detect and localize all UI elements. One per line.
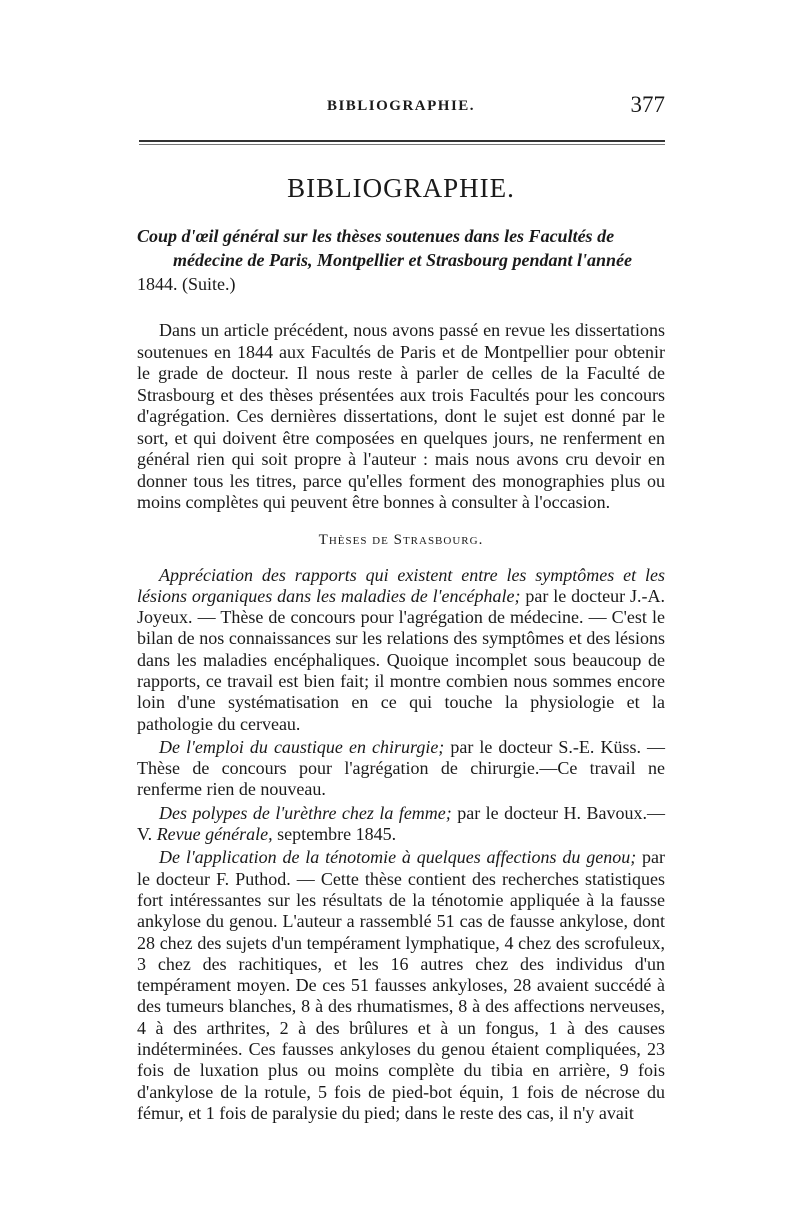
thesis-text: par le docteur S.-E. Küss. — Thèse de concours pour l'agrégation de chirurgie.—Ce travail ne renferme rien de nouveau. bbox=[137, 736, 665, 800]
article-suite: (Suite.) bbox=[182, 274, 236, 294]
journal-reference: Revue générale, bbox=[156, 824, 273, 845]
thesis-title: De l'application de la ténotomie à quelques affections du genou; bbox=[159, 847, 637, 868]
thesis-title: Appréciation des rapports qui existent entre les symptômes et les lésions organiques dans les maladies de l'encéphale; bbox=[137, 564, 665, 606]
thesis-text: par le docteur J.-A. Joyeux. — Thèse de concours pour l'agrégation de médecine. — C'est le bilan de nos connaissances sur les relations des symptômes et des lésions dans les maladies encéphaliques. Quoique incomplet sous beaucoup de rapports, ce travail est bien fait; il montre combien nous sommes encore loin d'une systématisation en ce qui touche la physiologie et la pathologie du cerveau. bbox=[137, 585, 665, 734]
page-number: 377 bbox=[630, 92, 665, 117]
thesis-title: Des polypes de l'urèthre chez la femme; bbox=[159, 802, 452, 823]
thesis-entry bbox=[137, 803, 665, 846]
thesis-text: par le docteur F. Puthod. — Cette thèse contient des recherches statistiques fort intéressantes sur les résultats de la ténotomie appliquée à la fausse ankylose du genou. L'auteur a rassemblé 51 cas de fausse ankylose, dont 28 chez des sujets d'un tempérament lymphatique, 4 chez des scrofuleux, 3 chez des rachitiques, et les 16 autres chez des individus d'un tempérament moyen. De ces 51 fausses ankyloses, 28 avaient succédé à des tumeurs blanches, 8 à des rhumatismes, 8 à des affections nerveuses, 4 à des arthrites, 2 à des brûlures et à un fongus, 1 à des causes indéterminées. Ces fausses ankyloses du genou étaient compliquées, 23 fois de luxation plus ou moins complète du tibia en arrière, 9 fois d'ankylose de la rotule, 5 fois de pied-bot équin, 1 fois de nécrose du fémur, et 1 fois de paralysie du pied; dans le reste des cas, il n'y avait bbox=[137, 847, 665, 1123]
thesis-entry bbox=[137, 565, 665, 735]
thesis-text: septembre 1845. bbox=[272, 824, 397, 845]
section-heading: Thèses de Strasbourg. bbox=[318, 531, 484, 548]
article-title-line1: Coup d'œil général sur les thèses soutenues dans les Facultés de bbox=[137, 226, 615, 246]
page bbox=[137, 92, 665, 1126]
running-head bbox=[137, 92, 665, 126]
article-year: 1844. bbox=[137, 274, 178, 294]
header-rule-thin bbox=[139, 144, 665, 145]
running-title: BIBLIOGRAPHIE. bbox=[326, 98, 476, 114]
thesis-entry bbox=[137, 737, 665, 801]
page-heading: BIBLIOGRAPHIE. bbox=[287, 173, 515, 203]
article-title-line2: médecine de Paris, Montpellier et Strasbourg pendant l'année bbox=[173, 250, 633, 270]
thesis-entry bbox=[137, 847, 665, 1124]
header-rule bbox=[139, 140, 665, 142]
intro-paragraph: Dans un article précédent, nous avons passé en revue les dissertations soutenues en 1844 aux Facultés de Paris et de Montpellier pour obtenir le grade de docteur. Il nous reste à parler de celles de la Faculté de Strasbourg et des thèses présentées aux trois Facultés pour les concours d'agrégation. Ces dernières dissertations, dont le sujet est donné par le sort, et qui doivent être composées en quelques jours, ne renferment en général rien qui soit propre à l'auteur : mais nous avons cru devoir en donner tous les titres, parce qu'elles forment des monographies plus ou moins complètes qui peuvent être bonnes à consulter à l'occasion. bbox=[137, 320, 665, 512]
article-title bbox=[137, 224, 665, 296]
thesis-text: par le docteur H. Bavoux.—V. bbox=[137, 802, 665, 845]
thesis-title: De l'emploi du caustique en chirurgie; bbox=[159, 736, 445, 757]
